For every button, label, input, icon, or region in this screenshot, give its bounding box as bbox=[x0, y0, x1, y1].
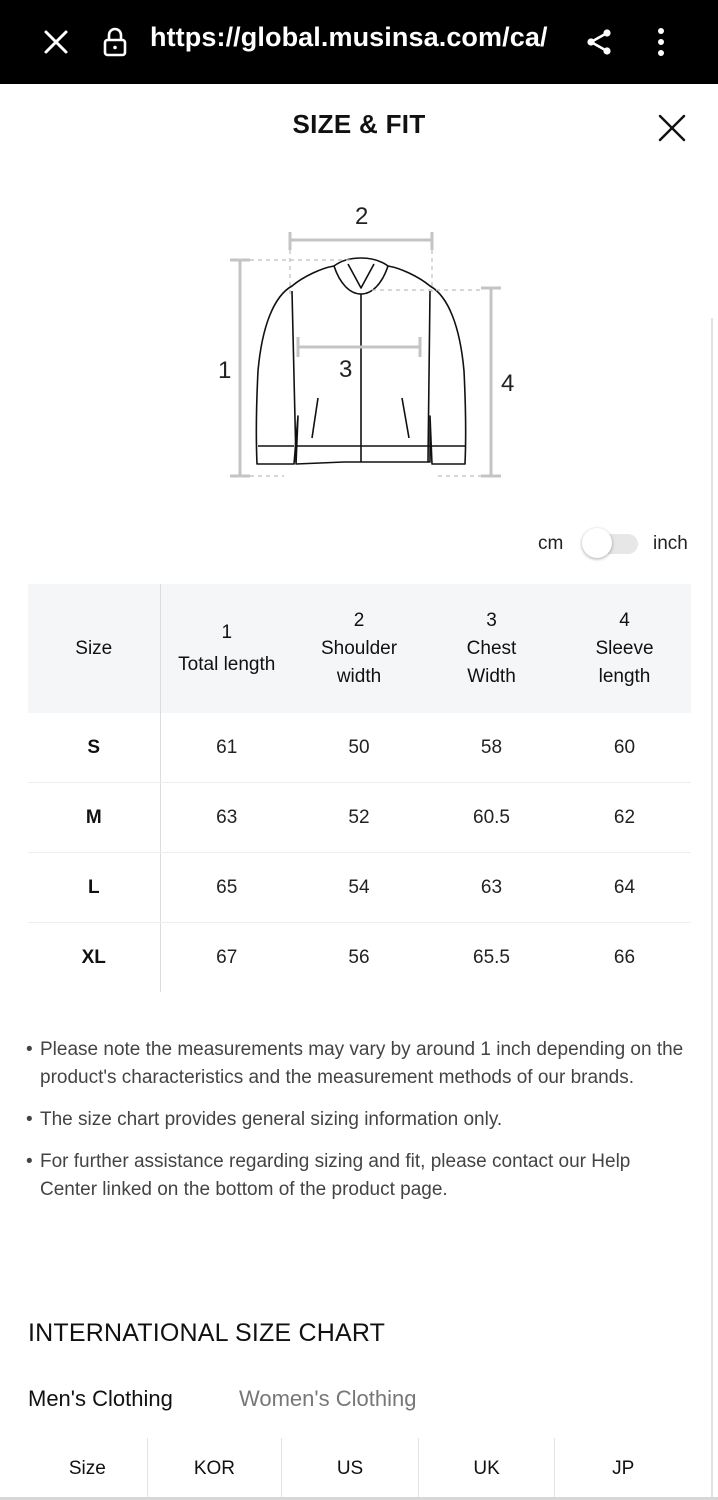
tab-mens-clothing[interactable]: Men's Clothing bbox=[28, 1386, 173, 1411]
table-cell: 56 bbox=[348, 946, 370, 968]
unit-toggle[interactable] bbox=[582, 528, 640, 558]
header-sleeve-length: 4 Sleeve length bbox=[558, 584, 691, 713]
table-cell: 54 bbox=[293, 853, 425, 923]
label-chest-width: 3 bbox=[339, 356, 353, 383]
share-icon[interactable] bbox=[582, 24, 618, 60]
table-cell: 63 bbox=[160, 783, 293, 853]
lock-icon[interactable] bbox=[97, 24, 133, 60]
international-size-chart-title: INTERNATIONAL SIZE CHART bbox=[28, 1319, 386, 1347]
more-options-icon[interactable] bbox=[643, 24, 679, 60]
note-help-center: • For further assistance regarding sizing and fit, please contact our Help Center linked on the bottom of the product page. bbox=[26, 1148, 690, 1204]
jacket-measurement-diagram bbox=[218, 196, 515, 496]
size-notes bbox=[26, 1036, 690, 1218]
table-cell: 61 bbox=[160, 713, 293, 783]
intl-header-jp: JP bbox=[612, 1458, 635, 1479]
unit-cm-label[interactable]: cm bbox=[538, 533, 564, 554]
unit-inch-label[interactable]: inch bbox=[653, 533, 688, 554]
table-cell: 63 bbox=[425, 853, 558, 923]
browser-url-bar bbox=[0, 0, 718, 84]
table-cell: 50 bbox=[293, 713, 425, 783]
intl-header-uk: UK bbox=[419, 1438, 556, 1500]
table-cell: 58 bbox=[425, 713, 558, 783]
table-row bbox=[28, 923, 691, 993]
size-cell: S bbox=[28, 713, 160, 783]
note-measurement-variance: • Please note the measurements may vary by around 1 inch depending on the product's characteristics and the measurement methods of our brands. bbox=[26, 1036, 690, 1092]
table-cell: 65.5 bbox=[473, 946, 510, 968]
intl-header-us: US bbox=[282, 1438, 419, 1500]
size-cell: XL bbox=[28, 923, 160, 993]
header-total-length: 1 Total length bbox=[160, 584, 293, 713]
url-text[interactable]: https://global.musinsa.com/ca/ bbox=[150, 22, 548, 52]
size-cell: M bbox=[28, 783, 160, 853]
table-row bbox=[28, 713, 691, 783]
international-size-table bbox=[28, 1438, 691, 1500]
tab-womens-clothing[interactable]: Women's Clothing bbox=[239, 1386, 417, 1411]
label-total-length: 1 bbox=[218, 357, 232, 384]
close-icon[interactable] bbox=[656, 112, 688, 144]
table-cell: 64 bbox=[558, 853, 691, 923]
toggle-knob[interactable] bbox=[582, 528, 612, 558]
measurement-guides bbox=[230, 232, 501, 476]
table-cell: 67 bbox=[216, 946, 238, 968]
table-row bbox=[28, 853, 691, 923]
close-tab-icon[interactable] bbox=[38, 24, 74, 60]
scrollbar-track[interactable] bbox=[711, 318, 713, 1500]
header-size: Size bbox=[28, 584, 160, 713]
table-cell: 62 bbox=[558, 783, 691, 853]
table-header-row bbox=[28, 584, 691, 713]
jacket-outline-icon bbox=[256, 258, 465, 464]
modal-title: SIZE & FIT bbox=[292, 109, 426, 139]
size-table bbox=[28, 584, 691, 992]
label-shoulder-width: 2 bbox=[355, 203, 369, 230]
header-shoulder-width: 2 Shoulder width bbox=[293, 584, 425, 713]
table-row bbox=[28, 783, 691, 853]
note-general-info: • The size chart provides general sizing information only. bbox=[26, 1106, 690, 1134]
header-chest-width: 3 Chest Width bbox=[425, 584, 558, 713]
intl-header-kor: KOR bbox=[148, 1438, 283, 1500]
intl-header-size: Size bbox=[28, 1438, 148, 1500]
label-sleeve-length: 4 bbox=[501, 370, 515, 397]
table-cell: 52 bbox=[293, 783, 425, 853]
table-cell: 65 bbox=[160, 853, 293, 923]
table-cell: 60 bbox=[558, 713, 691, 783]
size-cell: L bbox=[28, 853, 160, 923]
table-cell: 66 bbox=[613, 946, 636, 968]
table-cell: 60.5 bbox=[425, 783, 558, 853]
